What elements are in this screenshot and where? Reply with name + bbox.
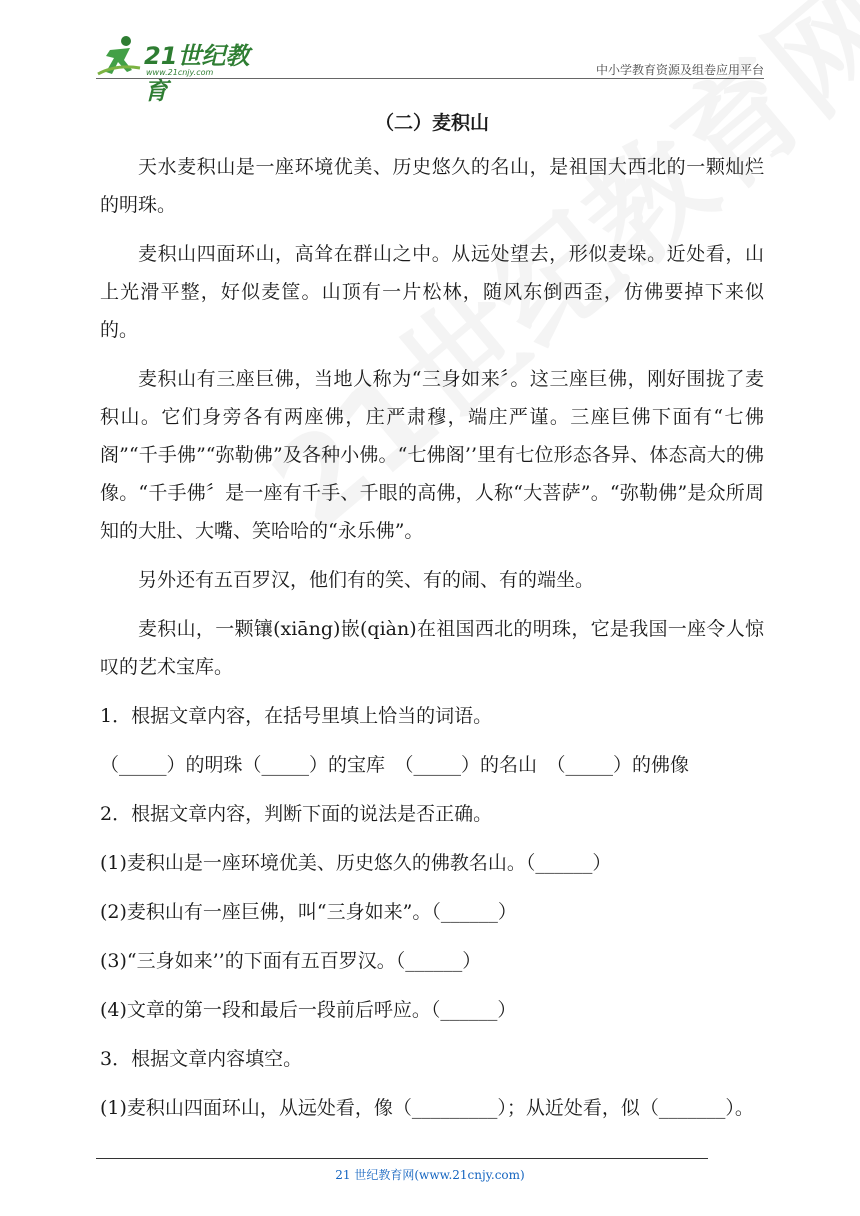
question-3-item-1: (1)麦积山四面环山，从远处看，像（_________）；从近处看，似（_______）。: [100, 1097, 754, 1119]
question-1: 1．根据文章内容，在括号里填上恰当的词语。: [100, 705, 493, 727]
logo-url: www.21cnjy.com: [146, 68, 214, 77]
logo-name: 21世纪教育: [144, 42, 250, 105]
paragraph-3: 麦积山有三座巨佛，当地人称为“三身如来〞。这三座巨佛，刚好围拢了麦积山。它们身旁各有两座佛，庄严肃穆，端庄严谨。三座巨佛下面有“七佛阁”“千手佛”“弥勒佛”及各种小佛。“七佛阁’’里有七位形态各异、体态高大的佛像。“千手佛〞是一座有千手、千眼的高佛，人称“大菩萨”。“弥勒佛”是众所周知的大肚、大嘴、笑哈哈的“永乐佛”。: [100, 368, 764, 542]
footer-source: 21 世纪教育网(www.21cnjy.com): [335, 1168, 525, 1182]
question-2: 2．根据文章内容，判断下面的说法是否正确。: [100, 803, 493, 825]
paragraph-4: 另外还有五百罗汉，他们有的笑、有的闹、有的端坐。: [138, 569, 595, 591]
paragraph-1: 天水麦积山是一座环境优美、历史悠久的名山，是祖国大西北的一颗灿烂的明珠。: [100, 156, 764, 216]
question-2-item-1: (1)麦积山是一座环境优美、历史悠久的佛教名山。（______）: [100, 852, 612, 874]
question-2-item-3: (3)“三身如来’’的下面有五百罗汉。（______）: [100, 950, 482, 972]
footer-divider: [96, 1158, 708, 1159]
logo: [96, 34, 266, 105]
question-2-item-2: (2)麦积山有一座巨佛，叫“三身如来”。（______）: [100, 901, 517, 923]
question-1-blanks: （_____）的明珠（_____）的宝库 （_____）的名山 （_____）的佛像: [100, 754, 690, 776]
article-title: （二）麦积山: [374, 112, 489, 134]
paragraph-5: 麦积山，一颗镶(xiāng)嵌(qiàn)在祖国西北的明珠，它是我国一座令人惊叹的艺术宝库。: [100, 618, 764, 678]
paragraph-2: 麦积山四面环山，高耸在群山之中。从远处望去，形似麦垛。近处看，山上光滑平整，好似麦筐。山顶有一片松林，随风东倒西歪，仿佛要掉下来似的。: [100, 243, 764, 341]
platform-tagline: 中小学教育资源及组卷应用平台: [595, 63, 764, 77]
question-2-item-4: (4)文章的第一段和最后一段前后呼应。（______）: [100, 999, 517, 1021]
document-body: [100, 104, 764, 1138]
question-3: 3．根据文章内容填空。: [100, 1048, 303, 1070]
runner-logo-icon: [96, 34, 144, 78]
